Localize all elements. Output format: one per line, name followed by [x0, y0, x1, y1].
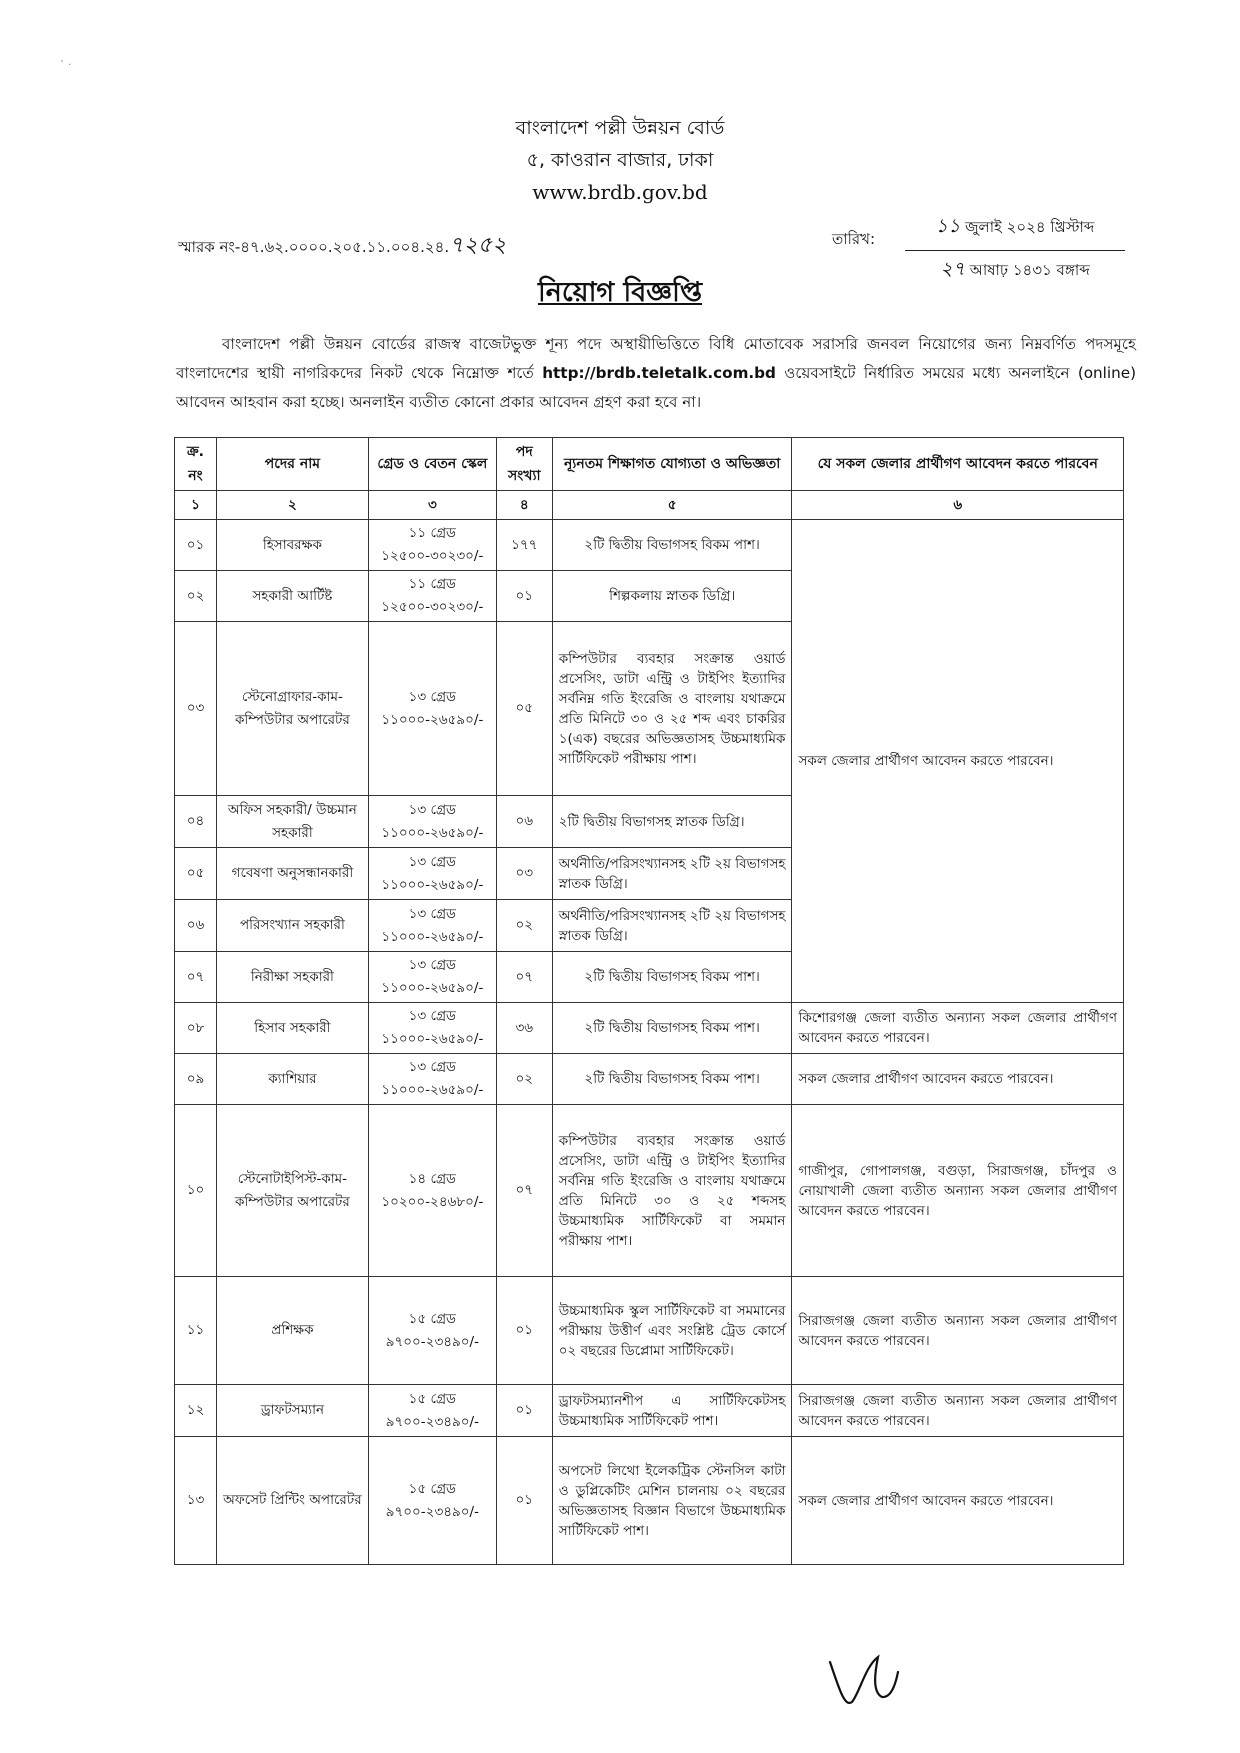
cell-district: সিরাজগঞ্জ জেলা ব্যতীত অন্যান্য সকল জেলার প্রার্থীগণ আবেদন করতে পারবেন। [792, 1277, 1124, 1385]
cell-qualification: ২টি দ্বিতীয় বিভাগসহ বিকম পাশ। [552, 952, 792, 1003]
cell-post: পরিসংখ্যান সহকারী [216, 900, 368, 952]
cell-qualification: অপসেট লিথো ইলেকট্রিক স্টেনসিল কাটা ও ডুপ্লিকেটিং মেশিন চালনায় ০২ বছরের অভিজ্ঞতাসহ বিজ্ঞান বিভাগে উচ্চমাধ্যমিক সার্টিফিকেট পাশ। [552, 1437, 792, 1565]
vacancy-table [174, 437, 1124, 1565]
pay-scale: ১১০০০-২৬৫৯০/- [381, 1031, 484, 1047]
memo-handwritten-number: ৭২৫২ [449, 233, 507, 258]
pay-scale: ১১০০০-২৬৫৯০/- [381, 876, 484, 893]
cell-grade [368, 900, 496, 952]
pay-scale: ৯৭০০-২৩৪৯০/- [385, 1503, 479, 1520]
scan-mark: ` · [60, 60, 72, 71]
cell-district: সকল জেলার প্রার্থীগণ আবেদন করতে পারবেন। [792, 1437, 1124, 1565]
pay-scale: ১২৫০০-৩০২৩০/- [381, 599, 484, 615]
cell-count: ০৭ [496, 952, 552, 1003]
intro-text-1: বাংলাদেশ পল্লী উন্নয়ন বোর্ডের রাজস্ব বাজেটভুক্ত শূন্য পদে অস্থায়ীভিত্তিতে বিধি মোতাবেক সরাসরি জনবল নিয়োগের জন্য নিম্নবর্ণিত পদসমূহে বাংলাদেশের স্থায়ী নাগরিকদের নিকট থেকে নিম্নোক্ত শর্তে [176, 335, 1136, 382]
table-row [175, 1385, 1124, 1437]
pay-scale: ১১০০০-২৬৫৯০/- [381, 711, 484, 728]
cell-post: হিসাব সহকারী [216, 1003, 368, 1054]
cell-count: ০২ [496, 1054, 552, 1105]
cell-count: ০১ [496, 571, 552, 622]
col-number: ৫ [552, 491, 792, 520]
cell-grade [368, 622, 496, 796]
cell-qualification: কম্পিউটার ব্যবহার সংক্রান্ত ওয়ার্ড প্রসেসিং, ডাটা এন্ট্রি ও টাইপিং ইত্যাদির সর্বনিম্ন গতি ইংরেজি ও বাংলায় যথাক্রমে প্রতি মিনিটে ৩০ ও ২৫ শব্দসহ উচ্চমাধ্যমিক সার্টিফিকেট বা সমমান পরীক্ষায় পাশ। [552, 1105, 792, 1277]
cell-district: গাজীপুর, গোপালগঞ্জ, বগুড়া, সিরাজগঞ্জ, চাঁদপুর ও নোয়াখালী জেলা ব্যতীত অন্যান্য সকল জেলার প্রার্থীগণ আবেদন করতে পারবেন। [792, 1105, 1124, 1277]
grade: ১১ গ্রেড [408, 576, 456, 592]
cell-count: ০৭ [496, 1105, 552, 1277]
table-row [175, 1054, 1124, 1105]
cell-sl: ০১ [175, 520, 217, 571]
memo-number [178, 228, 506, 265]
date-label: তারিখ: [832, 230, 876, 248]
cell-grade [368, 1105, 496, 1277]
col-number: ৩ [368, 491, 496, 520]
grade: ১১ গ্রেড [408, 525, 456, 541]
table-row [175, 520, 1124, 571]
cell-post: স্টেনোটাইপিস্ট-কাম-কম্পিউটার অপারেটর [216, 1105, 368, 1277]
cell-grade [368, 796, 496, 848]
cell-grade [368, 1385, 496, 1437]
cell-post: অফিস সহকারী/ উচ্চমান সহকারী [216, 796, 368, 848]
cell-sl: ০২ [175, 571, 217, 622]
table-row [175, 1277, 1124, 1385]
cell-district: সকল জেলার প্রার্থীগণ আবেদন করতে পারবেন। [792, 1054, 1124, 1105]
col-number: ২ [216, 491, 368, 520]
col-number: ৬ [792, 491, 1124, 520]
cell-grade [368, 1054, 496, 1105]
pay-scale: ১১০০০-২৬৫৯০/- [381, 1082, 484, 1098]
cell-district-merged: সকল জেলার প্রার্থীগণ আবেদন করতে পারবেন। [792, 520, 1124, 1003]
gregorian-date [905, 212, 1125, 251]
org-address: ৫, কাওরান বাজার, ঢাকা [526, 149, 714, 171]
pay-scale: ১২৫০০-৩০২৩০/- [381, 548, 484, 564]
cell-sl: ০৫ [175, 848, 217, 900]
cell-grade [368, 520, 496, 571]
grade: ১৩ গ্রেড [408, 1008, 456, 1024]
intro-paragraph [176, 330, 1136, 417]
cell-grade [368, 571, 496, 622]
pay-scale: ১১০০০-২৬৫৯০/- [381, 980, 484, 996]
cell-post: গবেষণা অনুসন্ধানকারী [216, 848, 368, 900]
cell-qualification: উচ্চমাধ্যমিক স্কুল সার্টিফিকেট বা সমমানের পরীক্ষায় উত্তীর্ণ এবং সংশ্লিষ্ট ট্রেড কোর্সে ০২ বছরের ডিপ্লোমা সার্টিফিকেট। [552, 1277, 792, 1385]
cell-grade [368, 1003, 496, 1054]
org-website: www.brdb.gov.bd [532, 180, 708, 204]
cell-count: ৩৬ [496, 1003, 552, 1054]
header-grade: গ্রেড ও বেতন স্কেল [368, 438, 496, 491]
grade: ১৩ গ্রেড [408, 688, 456, 705]
application-url[interactable]: http://brdb.teletalk.com.bd [542, 364, 776, 382]
header-qualification: ন্যূনতম শিক্ষাগত যোগ্যতা ও অভিজ্ঞতা [552, 438, 792, 491]
cell-post: প্রশিক্ষক [216, 1277, 368, 1385]
gregorian-day: ১১ [935, 215, 961, 237]
grade: ১৫ গ্রেড [408, 1480, 456, 1497]
col-number: ১ [175, 491, 217, 520]
cell-sl: ০৬ [175, 900, 217, 952]
cell-sl: ১০ [175, 1105, 217, 1277]
cell-count: ০৫ [496, 622, 552, 796]
header-count: পদ সংখ্যা [496, 438, 552, 491]
signature [820, 1632, 910, 1712]
cell-post: অফসেট প্রিন্টিং অপারেটর [216, 1437, 368, 1565]
pay-scale: ১০২০০-২৪৬৮০/- [381, 1193, 484, 1210]
grade: ১৩ গ্রেড [408, 853, 456, 870]
table-row [175, 1105, 1124, 1277]
cell-count: ০১ [496, 1437, 552, 1565]
cell-sl: ০৮ [175, 1003, 217, 1054]
cell-post: নিরীক্ষা সহকারী [216, 952, 368, 1003]
cell-qualification: ২টি দ্বিতীয় বিভাগসহ স্নাতক ডিগ্রি। [552, 796, 792, 848]
grade: ১৩ গ্রেড [408, 957, 456, 973]
cell-qualification: ২টি দ্বিতীয় বিভাগসহ বিকম পাশ। [552, 1003, 792, 1054]
table-row [175, 1003, 1124, 1054]
cell-count: ০৬ [496, 796, 552, 848]
cell-count: ০৩ [496, 848, 552, 900]
cell-qualification: অর্থনীতি/পরিসংখ্যানসহ ২টি ২য় বিভাগসহ স্নাতক ডিগ্রি। [552, 848, 792, 900]
cell-qualification: অর্থনীতি/পরিসংখ্যানসহ ২টি ২য় বিভাগসহ স্নাতক ডিগ্রি। [552, 900, 792, 952]
cell-qualification: শিল্পকলায় স্নাতক ডিগ্রি। [552, 571, 792, 622]
pay-scale: ৯৭০০-২৩৪৯০/- [385, 1413, 479, 1430]
cell-qualification: ২টি দ্বিতীয় বিভাগসহ বিকম পাশ। [552, 1054, 792, 1105]
header-sl: ক্র. নং [175, 438, 217, 491]
header-district: যে সকল জেলার প্রার্থীগণ আবেদন করতে পারবেন [792, 438, 1124, 491]
header-post: পদের নাম [216, 438, 368, 491]
cell-sl: ০৯ [175, 1054, 217, 1105]
cell-district: কিশোরগঞ্জ জেলা ব্যতীত অন্যান্য সকল জেলার প্রার্থীগণ আবেদন করতে পারবেন। [792, 1003, 1124, 1054]
cell-qualification: কম্পিউটার ব্যবহার সংক্রান্ত ওয়ার্ড প্রসেসিং, ডাটা এন্ট্রি ও টাইপিং ইত্যাদির সর্বনিম্ন গতি ইংরেজি ও বাংলায় যথাক্রমে প্রতি মিনিটে ৩০ ও ২৫ শব্দ এবং চাকরির ১(এক) বছরের অভিজ্ঞতাসহ উচ্চমাধ্যমিক সার্টিফিকেট পরীক্ষায় পাশ। [552, 622, 792, 796]
intro-text-2: ওয়েবসাইটে নির্ধারিত সময়ের মধ্যে অনলাইনে (online) আবেদন আহবান করা হচ্ছে। অনলাইন ব্যতীত কোনো প্রকার আবেদন গ্রহণ করা হবে না। [176, 364, 1136, 411]
bangla-month-year: আষাঢ় ১৪৩১ বঙ্গাব্দ [969, 261, 1090, 279]
grade: ১৪ গ্রেড [408, 1170, 456, 1187]
cell-grade [368, 1437, 496, 1565]
cell-post: সহকারী আর্টিষ্ট [216, 571, 368, 622]
cell-sl: ০৩ [175, 622, 217, 796]
memo-label: স্মারক নং-৪৭.৬২.০০০০.২০৫.১১.০০৪.২৪. [178, 238, 450, 256]
notice-title: নিয়োগ বিজ্ঞপ্তি [537, 277, 703, 308]
letterhead [0, 112, 1240, 208]
cell-grade [368, 952, 496, 1003]
cell-sl: ১২ [175, 1385, 217, 1437]
cell-sl: ০৪ [175, 796, 217, 848]
grade: ১৩ গ্রেড [408, 1059, 456, 1075]
grade: ১৩ গ্রেড [408, 801, 456, 818]
cell-count: ০১ [496, 1385, 552, 1437]
cell-sl: ০৭ [175, 952, 217, 1003]
cell-count: ০১ [496, 1277, 552, 1385]
pay-scale: ১১০০০-২৬৫৯০/- [381, 928, 484, 945]
cell-qualification: ড্রাফটসম্যানশীপ এ সার্টিফিকেটসহ উচ্চমাধ্যমিক সার্টিফিকেট পাশ। [552, 1385, 792, 1437]
cell-sl: ১১ [175, 1277, 217, 1385]
gregorian-month-year: জুলাই ২০২৪ খ্রিস্টাব্দ [965, 218, 1095, 236]
cell-grade [368, 1277, 496, 1385]
grade: ১৫ গ্রেড [408, 1390, 456, 1407]
cell-count: ১৭৭ [496, 520, 552, 571]
grade: ১৩ গ্রেড [408, 905, 456, 922]
org-name: বাংলাদেশ পল্লী উন্নয়ন বোর্ড [515, 117, 725, 139]
pay-scale: ৯৭০০-২৩৪৯০/- [385, 1333, 479, 1350]
grade: ১৫ গ্রেড [408, 1310, 456, 1327]
cell-post: স্টেনোগ্রাফার-কাম-কম্পিউটার অপারেটর [216, 622, 368, 796]
cell-post: ড্রাফটসম্যান [216, 1385, 368, 1437]
cell-count: ০২ [496, 900, 552, 952]
cell-district: সিরাজগঞ্জ জেলা ব্যতীত অন্যান্য সকল জেলার প্রার্থীগণ আবেদন করতে পারবেন। [792, 1385, 1124, 1437]
cell-sl: ১৩ [175, 1437, 217, 1565]
table-header-row [175, 438, 1124, 491]
cell-grade [368, 848, 496, 900]
cell-post: ক্যাশিয়ার [216, 1054, 368, 1105]
cell-post: হিসাবরক্ষক [216, 520, 368, 571]
cell-qualification: ২টি দ্বিতীয় বিভাগসহ বিকম পাশ। [552, 520, 792, 571]
col-number: ৪ [496, 491, 552, 520]
column-number-row [175, 491, 1124, 520]
pay-scale: ১১০০০-২৬৫৯০/- [381, 824, 484, 841]
bangla-day: ২৭ [940, 258, 965, 280]
table-row [175, 1437, 1124, 1565]
